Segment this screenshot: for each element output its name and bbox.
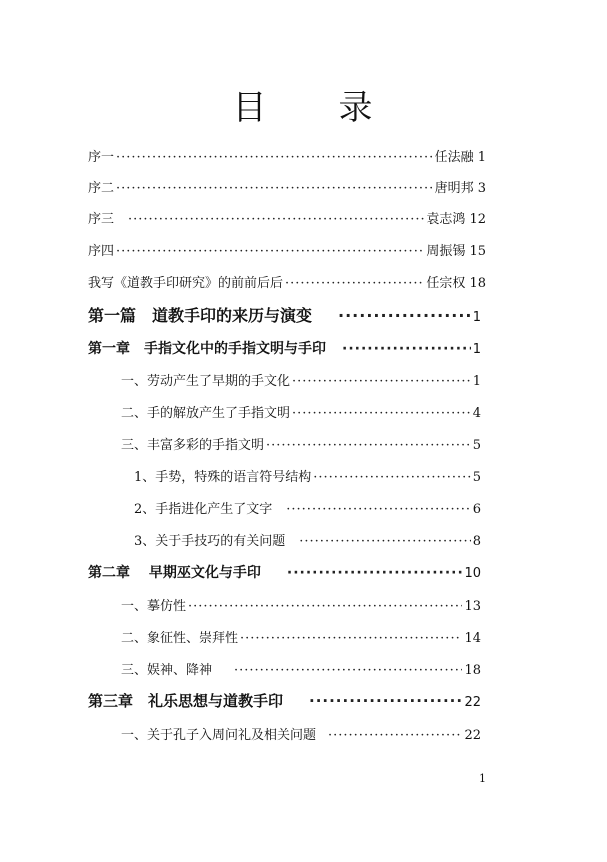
leader-dots: [234, 663, 462, 678]
toc-entry-label: 第三章 礼乐思想与道教手印: [88, 692, 284, 710]
toc-entry-section[interactable]: [121, 627, 481, 646]
leader-dots: [240, 631, 462, 646]
toc-entry-label: 二、手的解放产生了手指文明: [121, 406, 291, 421]
toc-entry-preface-1[interactable]: [88, 146, 486, 165]
toc-entry-label: 一、关于孔子入周问礼及相关问题: [121, 728, 317, 743]
toc-entry-label: 一、摹仿性: [121, 599, 187, 614]
toc-entry-page: 周振锡 15: [426, 244, 486, 259]
toc-entry-subsection[interactable]: [134, 466, 481, 485]
toc-entry-page: 4: [472, 406, 481, 421]
toc-entry-section[interactable]: [121, 595, 481, 614]
toc-entry-preface-3[interactable]: [88, 208, 486, 227]
toc-entry-label: 序四: [88, 244, 115, 259]
toc-entry-section[interactable]: [121, 659, 481, 678]
toc-entry-label: 序一: [88, 150, 115, 165]
toc-entry-subsection[interactable]: [134, 498, 481, 517]
page-number: 1: [479, 772, 486, 785]
leader-dots: [292, 406, 471, 421]
leader-dots: [285, 276, 424, 291]
toc-entry-section[interactable]: [121, 402, 481, 421]
toc-entry-page: 14: [464, 631, 481, 646]
toc-entry-preface-2[interactable]: [88, 177, 486, 196]
leader-dots: [342, 341, 471, 357]
leader-dots: [287, 565, 463, 581]
page-title: [0, 80, 607, 129]
toc-entry-label: 一、劳动产生了早期的手文化: [121, 374, 291, 389]
leader-dots: [286, 502, 470, 517]
leader-dots: [292, 374, 471, 389]
leader-dots: [299, 534, 470, 549]
toc-entry-page: 8: [472, 534, 481, 549]
toc-entry-author-note[interactable]: [88, 272, 486, 291]
toc-entry-page: 5: [472, 470, 481, 485]
toc-entry-section[interactable]: [121, 370, 481, 389]
toc-entry-part-1[interactable]: [88, 303, 481, 326]
title-char-1: 目: [232, 88, 269, 128]
toc-entry-label: 第二章 早期巫文化与手印: [88, 565, 261, 581]
toc-entry-page: 22: [464, 695, 481, 710]
toc-entry-page: 袁志鸿 12: [426, 212, 486, 227]
toc-entry-page: 1: [472, 310, 481, 325]
toc-entry-label: 我写《道教手印研究》的前前后后: [88, 276, 284, 291]
toc-entry-page: 10: [464, 566, 481, 581]
leader-dots: [116, 181, 433, 196]
toc-entry-label: 第一篇 道教手印的来历与演变: [88, 306, 313, 325]
toc-entry-preface-4[interactable]: [88, 240, 486, 259]
toc-entry-label: 2、手指进化产生了文字: [134, 502, 273, 517]
leader-dots: [328, 728, 462, 743]
toc-entry-page: 6: [472, 502, 481, 517]
toc-entry-section[interactable]: [121, 434, 481, 453]
toc-entry-label: 1、手势，特殊的语言符号结构: [134, 470, 312, 485]
leader-dots: [188, 599, 462, 614]
leader-dots: [266, 438, 471, 453]
leader-dots: [309, 692, 462, 710]
toc-entry-label: 3、关于手技巧的有关问题: [134, 534, 286, 549]
toc-entry-page: 18: [464, 663, 481, 678]
leader-dots: [338, 306, 471, 325]
toc-entry-subsection[interactable]: [134, 530, 481, 549]
toc-entry-page: 任宗权 18: [426, 276, 486, 291]
toc-entry-label: 序三: [88, 212, 115, 227]
toc-entry-chapter-3[interactable]: [88, 690, 481, 711]
toc-entry-label: 三、娱神、降神: [121, 663, 213, 678]
toc-entry-chapter-2[interactable]: [88, 562, 481, 582]
title-char-2: 录: [338, 88, 375, 128]
toc-entry-page: 1: [472, 342, 481, 357]
leader-dots: [116, 244, 424, 259]
leader-dots: [128, 212, 424, 227]
toc-entry-page: 13: [464, 599, 481, 614]
toc-entry-page: 唐明邦 3: [434, 181, 486, 196]
toc-entry-page: 1: [472, 374, 481, 389]
toc-entry-page: 22: [464, 728, 481, 743]
leader-dots: [313, 470, 470, 485]
toc-entry-section[interactable]: [121, 724, 481, 743]
toc-entry-label: 三、丰富多彩的手指文明: [121, 438, 265, 453]
leader-dots: [116, 150, 433, 165]
toc-entry-chapter-1[interactable]: [88, 338, 481, 358]
toc-entry-label: 二、象征性、崇拜性: [121, 631, 239, 646]
toc-entry-page: 任法融 1: [434, 150, 486, 165]
toc-entry-label: 序二: [88, 181, 115, 196]
toc-entry-label: 第一章 手指文化中的手指文明与手印: [88, 341, 326, 357]
toc-entry-page: 5: [472, 438, 481, 453]
